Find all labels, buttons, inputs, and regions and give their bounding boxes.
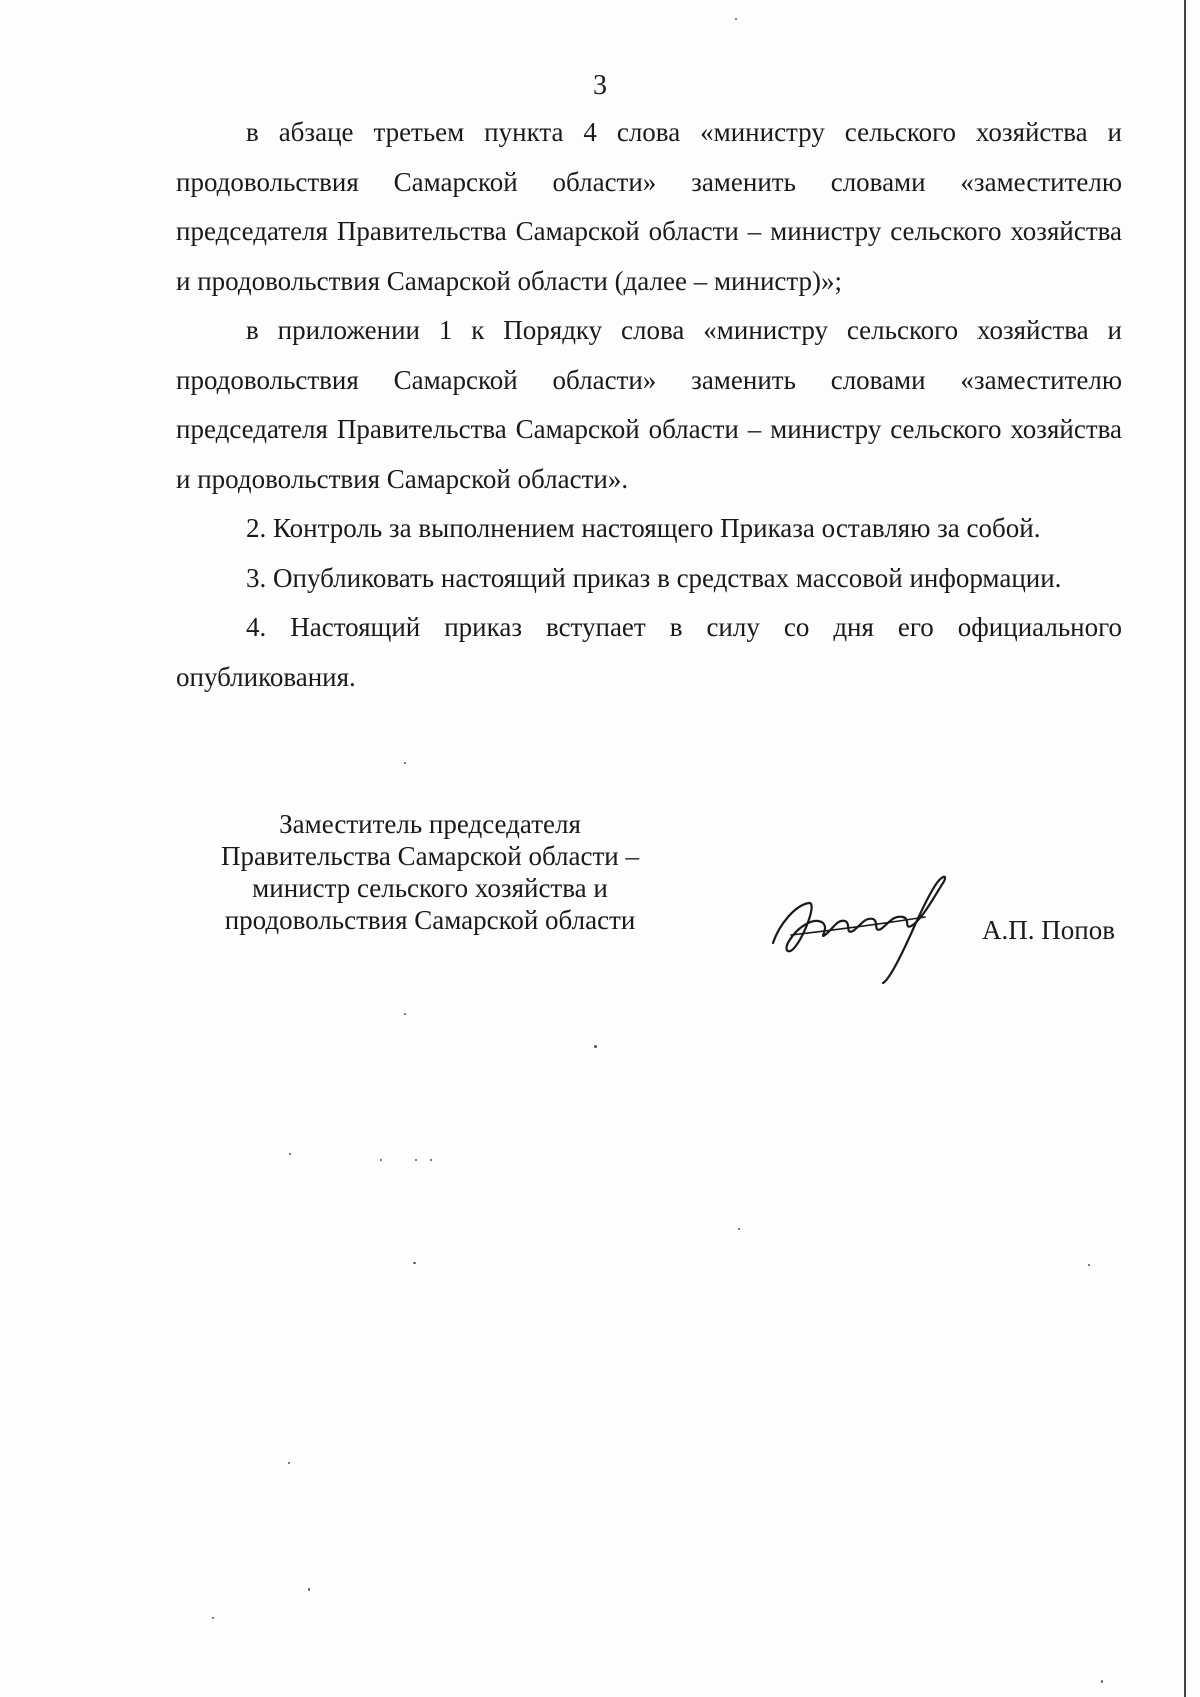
position-line: министр сельского хозяйства и (252, 873, 608, 903)
paragraph-publish: 3. Опубликовать настоящий приказ в средствах массовой информации. (246, 562, 1062, 593)
paragraph-effective: 4. Настоящий приказ вступает в силу со дня его официального опубликования. (176, 612, 1122, 692)
paragraph-amendment-point-4: в абзаце третьем пункта 4 слова «министру сельского хозяйства и продовольствия Самарской области» заменить словами «заместителю председателя Правительства Самарской области – министру сельского хозяйства и продовольствия Самарской области (далее – министр)»; (176, 117, 1122, 296)
handwritten-signature (765, 865, 965, 985)
page-number: 3 (593, 70, 607, 101)
position-line: Заместитель председателя (279, 809, 581, 839)
position-line: продовольствия Самарской области (224, 905, 636, 935)
signer-name: А.П. Попов (982, 915, 1115, 945)
paragraph-amendment-appendix-1: в приложении 1 к Порядку слова «министру сельского хозяйства и продовольствия Самарской области» заменить словами «заместителю председателя Правительства Самарской области – министру сельского хозяйства и продовольствия Самарской области». (176, 315, 1122, 494)
paragraph-control: 2. Контроль за выполнением настоящего Приказа оставляю за собой. (246, 513, 1041, 543)
scan-edge-line (1184, 0, 1186, 1697)
document-body (176, 108, 1122, 702)
signatory-position (180, 808, 680, 936)
position-line: Правительства Самарской области – (221, 841, 639, 871)
